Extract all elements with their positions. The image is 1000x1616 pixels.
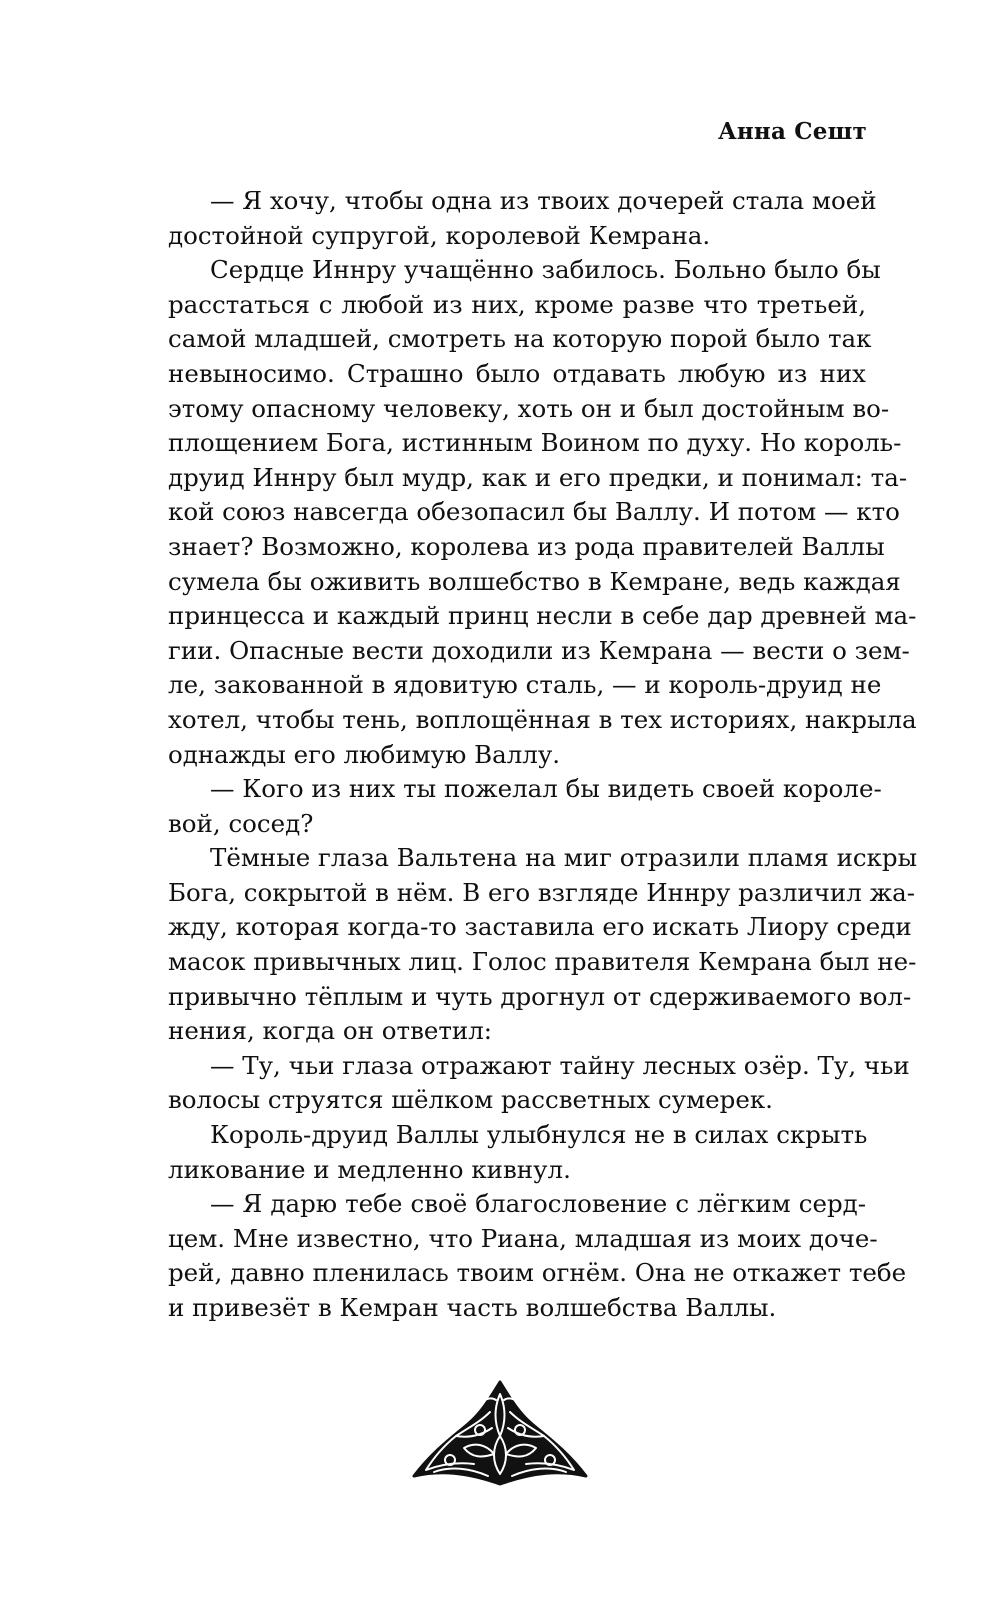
paragraph (168, 841, 918, 1049)
text-line: вой, сосед? (168, 808, 314, 838)
text-line: Тёмные глаза Вальтена на миг отразили пламя искры (210, 843, 918, 873)
paragraph (168, 1187, 907, 1325)
paragraph (168, 253, 917, 772)
text-line: рей, давно пленилась твоим огнём. Она не откажет тебе (168, 1258, 907, 1288)
text-line: масок привычных лиц. Голос правителя Кемрана был не- (168, 947, 917, 977)
text-line: — Я дарю тебе своё благословение с лёгким серд- (210, 1189, 866, 1219)
text-line: волосы струятся шёлком рассветных сумерек. (168, 1085, 773, 1115)
text-line: самой младшей, смотреть на которую порой было так (168, 324, 872, 354)
paragraph (168, 1118, 866, 1187)
celtic-knot-ornament-icon (410, 1378, 590, 1488)
text-line: ликование и медленно кивнул. (168, 1154, 571, 1184)
text-line: невыносимо. Страшно было отдавать любую из них (168, 358, 866, 388)
text-line: достойной супругой, королевой Кемрана. (168, 220, 711, 250)
text-line: хотел, чтобы тень, воплощённая в тех историях, накрыла (168, 704, 917, 734)
text-line: — Я хочу, чтобы одна из твоих дочерей стала моей (210, 186, 877, 215)
text-line: и привезёт в Кемран часть волшебства Валлы. (168, 1293, 777, 1322)
text-line: Сердце Иннру учащённо забилось. Больно было бы (210, 255, 881, 285)
text-line: Бога, сокрытой в нём. В его взгляде Иннру различил жа- (168, 877, 916, 907)
text-line: нения, когда он ответил: (168, 1016, 493, 1046)
running-head-author: Анна Сешт (717, 118, 867, 145)
text-line: площением Бога, истинным Воином по духу. Но король- (168, 428, 902, 458)
text-line: привычно тёплым и чуть дрогнул от сдерживаемого вол- (168, 981, 912, 1011)
text-line: ле, закованной в ядовитую сталь, — и король-друид не (168, 670, 882, 700)
paragraph (168, 1049, 910, 1118)
text-line: цем. Мне известно, что Риана, младшая из моих доче- (168, 1223, 878, 1253)
text-line: однажды его любимую Валлу. (168, 739, 561, 769)
paragraph (168, 184, 877, 253)
text-line: Король-друид Валлы улыбнулся не в силах скрыть (210, 1120, 868, 1150)
text-line: гии. Опасные вести доходили из Кемрана — вести о зем- (168, 635, 910, 665)
text-line: друид Иннру был мудр, как и его предки, и понимал: та- (168, 462, 908, 492)
text-line: сумела бы оживить волшебство в Кемране, ведь каждая (168, 566, 901, 596)
paragraph (168, 772, 882, 841)
text-line: кой союз навсегда обезопасил бы Валлу. И потом — кто (168, 497, 900, 527)
text-line: знает? Возможно, королева из рода правителей Валлы (168, 531, 885, 561)
body-text (168, 184, 918, 1326)
text-line: этому опасному человеку, хоть он и был достойным во- (168, 393, 890, 423)
text-line: — Ту, чьи глаза отражают тайну лесных озёр. Ту, чьи (210, 1050, 910, 1080)
text-line: принцесса и каждый принц несли в себе дар древней ма- (168, 601, 917, 631)
text-line: жду, которая когда-то заставила его искать Лиору среди (168, 912, 912, 942)
text-line: расстаться с любой из них, кроме разве что третьей, (168, 289, 866, 319)
text-line: — Кого из них ты пожелал бы видеть своей короле- (210, 774, 882, 804)
